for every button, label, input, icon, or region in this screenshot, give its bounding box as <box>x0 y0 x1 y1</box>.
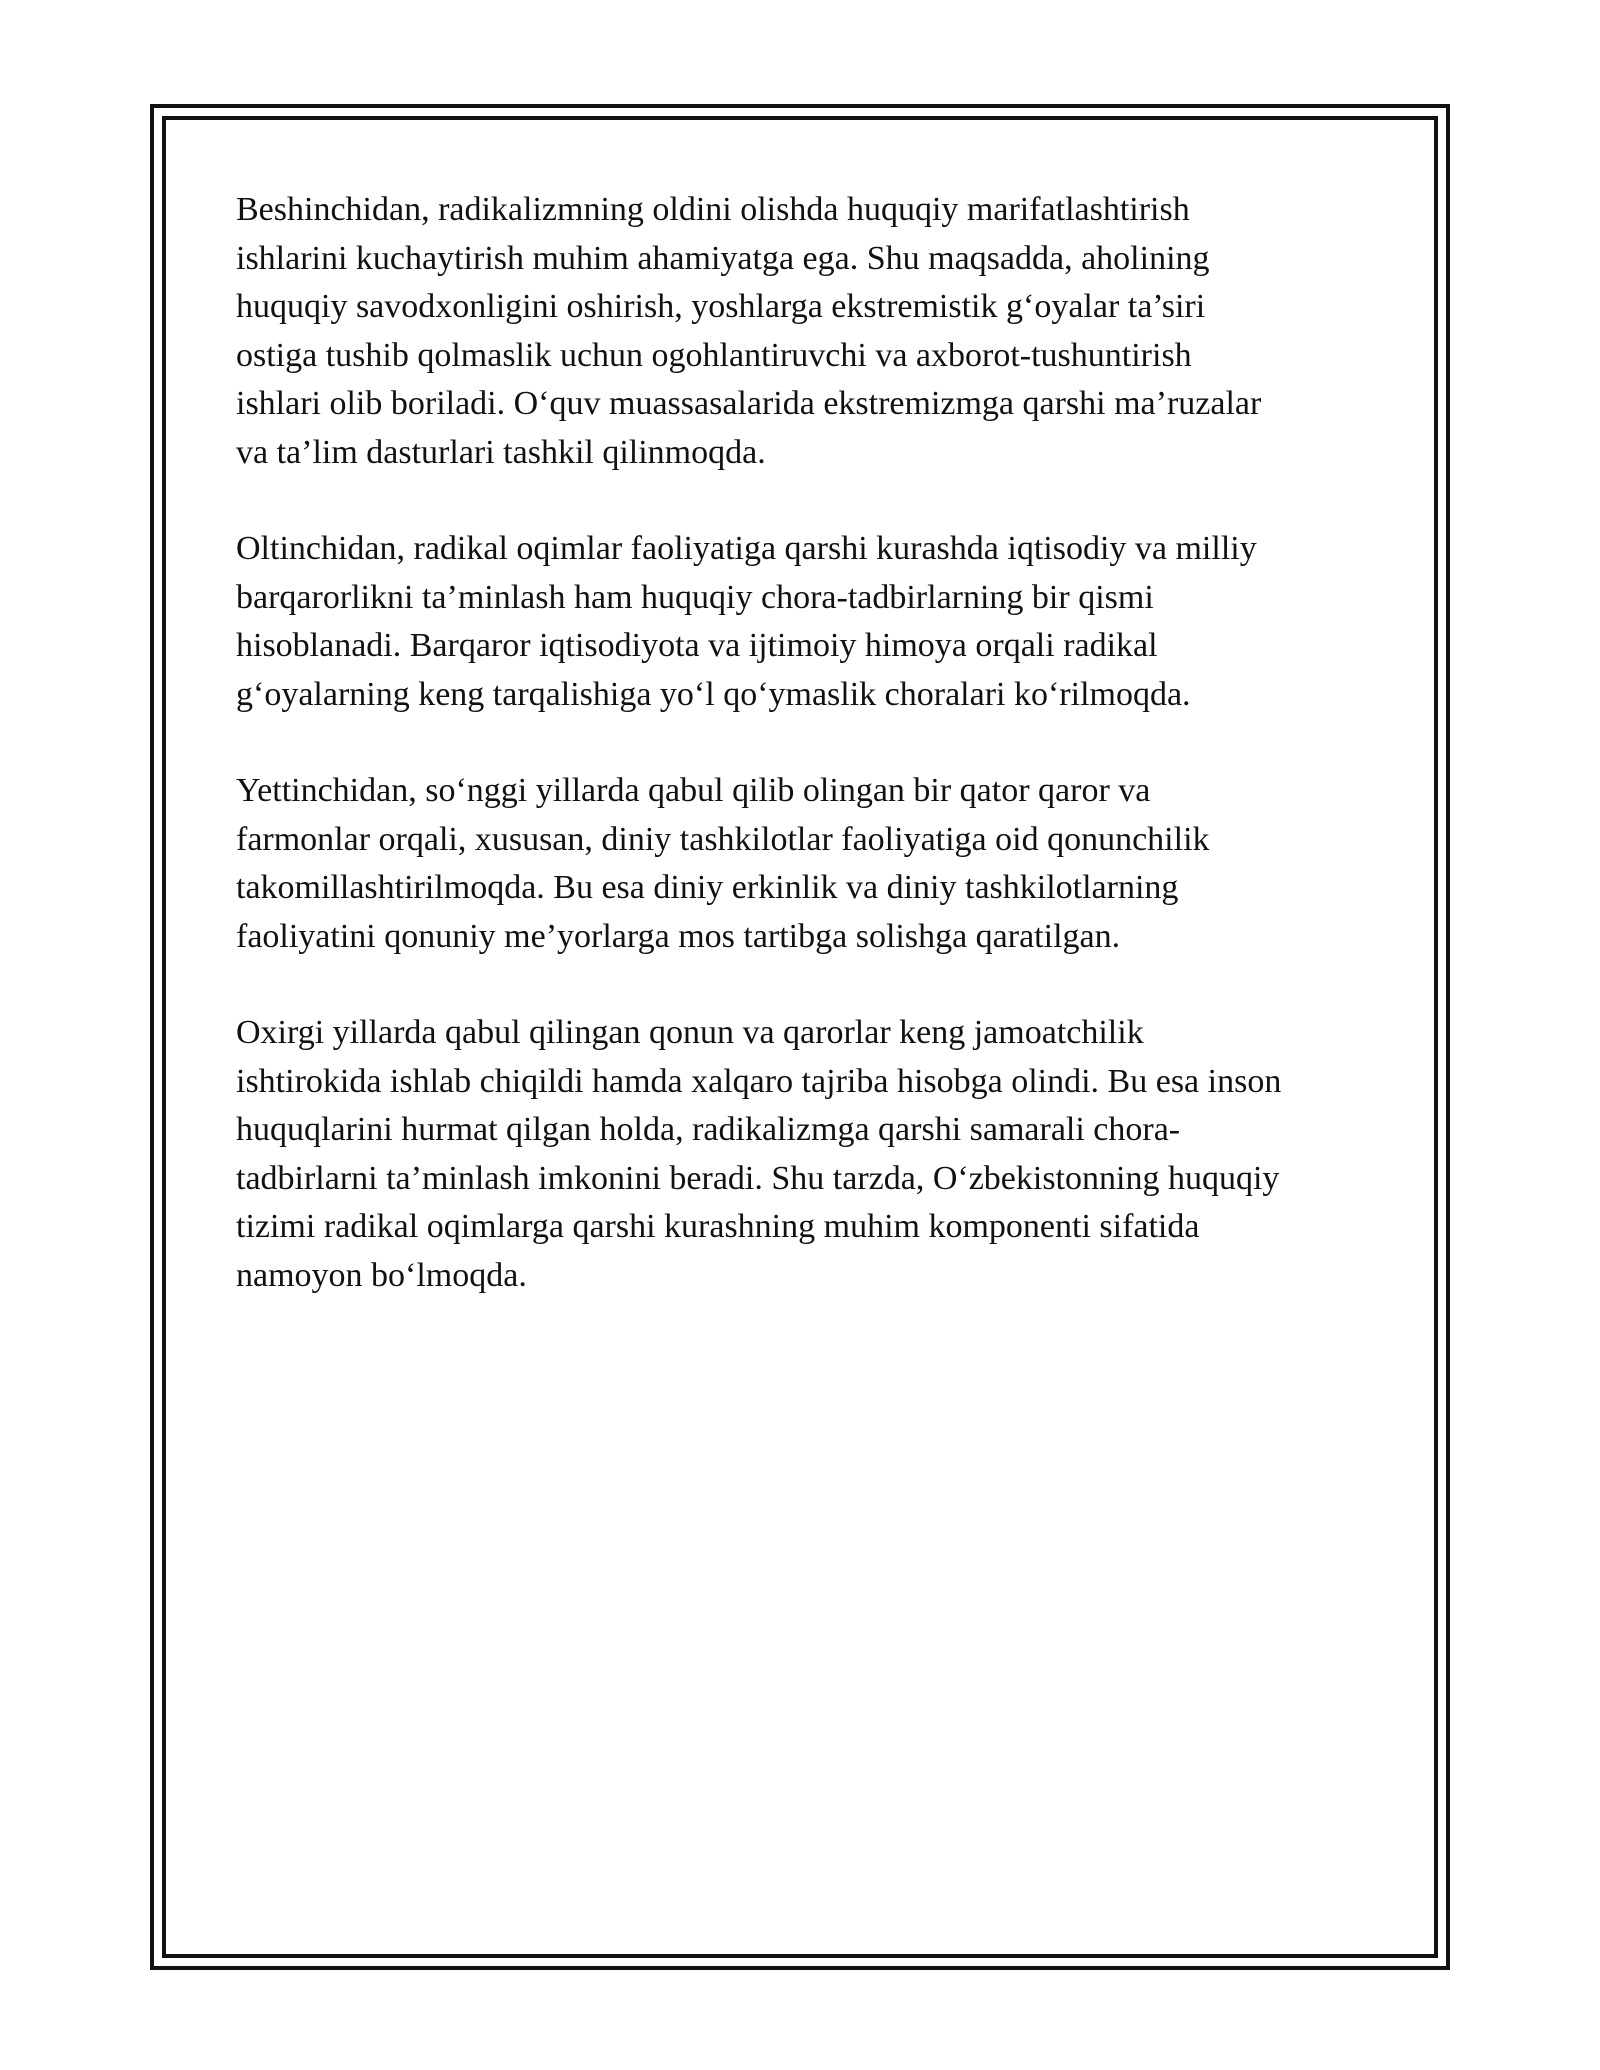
paragraph-beshinchidan: Beshinchidan, radikalizmning oldini olishda huquqiy marifatlashtirish ishlarini kuchaytirish muhim ahamiyatga ega. Shu maqsadda, aholining huquqiy savodxonligini oshirish, yoshlarga ekstremistik g‘oyalar ta’siri ostiga tushib qolmaslik uchun ogohlantiruvchi va axborot-tushuntirish ishlari olib boriladi. O‘quv muassasalarida ekstremizmga qarshi ma’ruzalar va ta’lim dasturlari tashkil qilinmoqda. <box>236 191 1262 471</box>
paragraph-oltinchidan: Oltinchidan, radikal oqimlar faoliyatiga qarshi kurashda iqtisodiy va milliy barqarorlikni ta’minlash ham huquqiy chora-tadbirlarning bir qismi hisoblanadi. Barqaror iqtisodiyota va ijtimoiy himoya orqali radikal g‘oyalarning keng tarqalishiga yo‘l qo‘ymaslik choralari ko‘rilmoqda. <box>236 530 1257 713</box>
document-body <box>236 186 1386 1348</box>
paragraph-oxirgi-yillarda: Oxirgi yillarda qabul qilingan qonun va qarorlar keng jamoatchilik ishtirokida ishlab chiqildi hamda xalqaro tajriba hisobga olindi. Bu esa inson huquqlarini hurmat qilgan holda, radikalizmga qarshi samarali chora- tadbirlarni ta’minlash imkonini beradi. Shu tarzda, O‘zbekistonning huquqiy tizimi radikal oqimlarga qarshi kurashning muhim komponenti sifatida namoyon bo‘lmoqda. <box>236 1014 1282 1294</box>
paragraph-yettinchidan: Yettinchidan, so‘nggi yillarda qabul qilib olingan bir qator qaror va farmonlar orqali, xususan, diniy tashkilotlar faoliyatiga oid qonunchilik takomillashtirilmoqda. Bu esa diniy erkinlik va diniy tashkilotlarning faoliyatini qonuniy me’yorlarga mos tartibga solishga qaratilgan. <box>236 772 1210 955</box>
